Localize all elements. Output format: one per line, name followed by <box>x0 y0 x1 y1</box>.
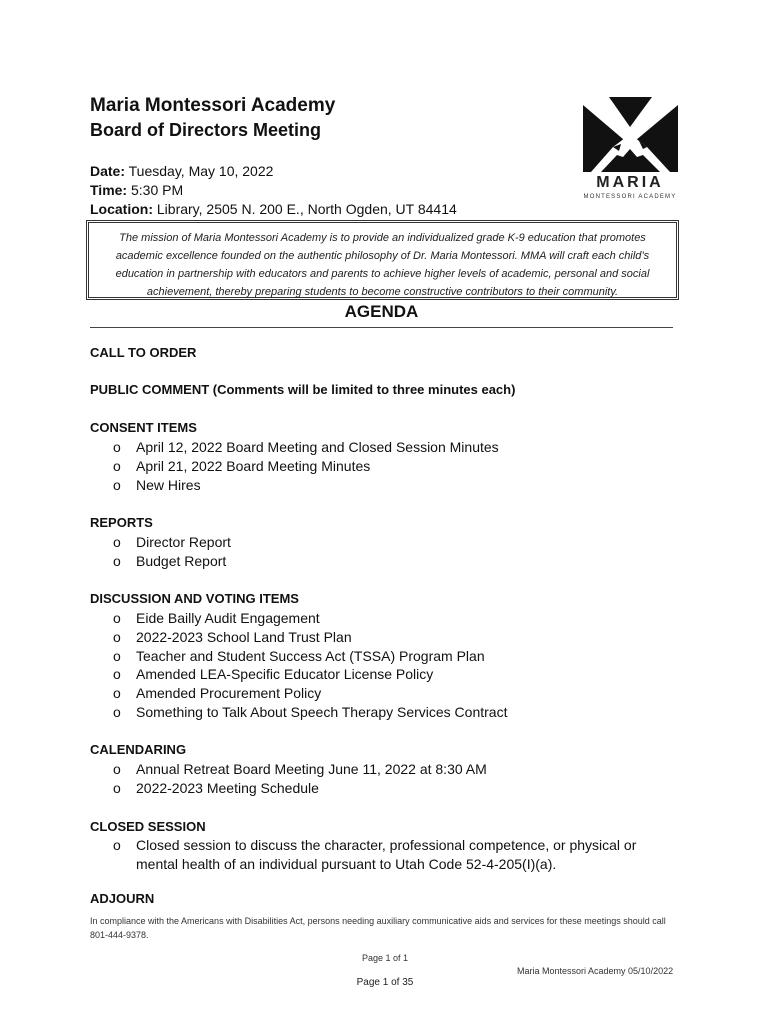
list-item-text: Amended Procurement Policy <box>136 685 322 701</box>
section-call-to-order: CALL TO ORDER <box>90 345 197 360</box>
mission-statement: The mission of Maria Montessori Academy is to provide an individualized grade K-9 education that promotes academic excellence founded on the authentic philosophy of Dr. Maria Montessori. MMA will craft each child’s education in partnership with educators and parents to achieve higher levels of academic, personal and social achievement, thereby preparing students to become constructive contributors to their community. <box>86 220 679 300</box>
list-item <box>113 760 487 779</box>
list-item-text: 2022-2023 Meeting Schedule <box>136 780 319 796</box>
bullet-icon: o <box>113 534 121 550</box>
list-item <box>113 609 320 628</box>
bullet-icon: o <box>113 553 121 569</box>
mountain-logo-icon <box>583 97 678 172</box>
section-adjourn: ADJOURN <box>90 891 155 906</box>
bullet-icon: o <box>113 439 121 455</box>
list-item-text: Annual Retreat Board Meeting June 11, 2022 at 8:30 AM <box>136 761 487 777</box>
list-item <box>113 438 499 457</box>
bullet-icon: o <box>113 704 121 720</box>
location-value: Library, 2505 N. 200 E., North Ogden, UT 84414 <box>153 201 457 217</box>
list-item <box>113 628 352 647</box>
list-item <box>113 779 319 798</box>
list-item <box>113 665 433 684</box>
list-item <box>113 703 507 722</box>
section-calendaring: CALENDARING <box>90 742 187 757</box>
bullet-icon: o <box>113 780 121 796</box>
agenda-heading: AGENDA <box>344 302 419 321</box>
list-item <box>113 533 231 552</box>
list-item-text: Eide Bailly Audit Engagement <box>136 610 320 626</box>
page-indicator: Page 1 of 35 <box>356 977 414 988</box>
list-item-text: Something to Talk About Speech Therapy Services Contract <box>136 704 508 720</box>
bullet-icon: o <box>113 477 121 493</box>
list-item-text: April 12, 2022 Board Meeting and Closed Session Minutes <box>136 439 499 455</box>
list-item-text: April 21, 2022 Board Meeting Minutes <box>136 458 371 474</box>
meeting-date <box>90 163 273 179</box>
ada-notice: In compliance with the Americans with Disabilities Act, persons needing auxiliary communicative aids and services for these meetings should call 801-444-9378. <box>90 916 666 940</box>
section-consent-items: CONSENT ITEMS <box>90 420 197 435</box>
list-item <box>113 476 201 495</box>
logo-subtext: MONTESSORI ACADEMY <box>583 194 677 200</box>
list-item <box>113 552 226 571</box>
list-item-text: 2022-2023 School Land Trust Plan <box>136 629 352 645</box>
academy-logo <box>580 97 680 207</box>
list-item-text: New Hires <box>136 477 201 493</box>
meeting-time <box>90 182 183 198</box>
list-item <box>113 647 485 666</box>
list-item <box>113 836 653 874</box>
agenda-divider <box>90 327 673 328</box>
section-closed-session: CLOSED SESSION <box>90 819 206 834</box>
section-reports: REPORTS <box>90 515 153 530</box>
time-value: 5:30 PM <box>127 182 184 198</box>
location-label: Location: <box>90 201 153 217</box>
date-value: Tuesday, May 10, 2022 <box>125 163 274 179</box>
date-label: Date: <box>90 163 126 179</box>
list-item-text: Budget Report <box>136 553 227 569</box>
list-item <box>113 457 370 476</box>
section-public-comment: PUBLIC COMMENT (Comments will be limited to three minutes each) <box>90 382 516 397</box>
meeting-title: Board of Directors Meeting <box>90 120 322 140</box>
list-item <box>113 684 321 703</box>
page-indicator-small: Page 1 of 1 <box>361 953 409 963</box>
bullet-icon: o <box>113 666 121 682</box>
bullet-icon: o <box>113 648 121 664</box>
bullet-icon: o <box>113 629 121 645</box>
meeting-location <box>90 201 457 217</box>
time-label: Time: <box>90 182 128 198</box>
bullet-icon: o <box>113 761 121 777</box>
list-item-text: Director Report <box>136 534 231 550</box>
bullet-icon: o <box>113 685 121 701</box>
list-item-text: Amended LEA-Specific Educator License Policy <box>136 666 434 682</box>
list-item-text: Teacher and Student Success Act (TSSA) Program Plan <box>136 648 485 664</box>
bullet-icon: o <box>113 458 121 474</box>
bullet-icon: o <box>113 610 121 626</box>
section-discussion-voting: DISCUSSION AND VOTING ITEMS <box>90 591 299 606</box>
logo-wordmark: MARIA <box>596 174 664 191</box>
bullet-icon: o <box>113 837 121 853</box>
document-reference: Maria Montessori Academy 05/10/2022 <box>517 966 674 976</box>
org-name: Maria Montessori Academy <box>90 95 336 116</box>
list-item-text: Closed session to discuss the character, professional competence, or physical or mental health of an individual pursuant to Utah Code 52-4-205(I)(a). <box>136 837 637 872</box>
